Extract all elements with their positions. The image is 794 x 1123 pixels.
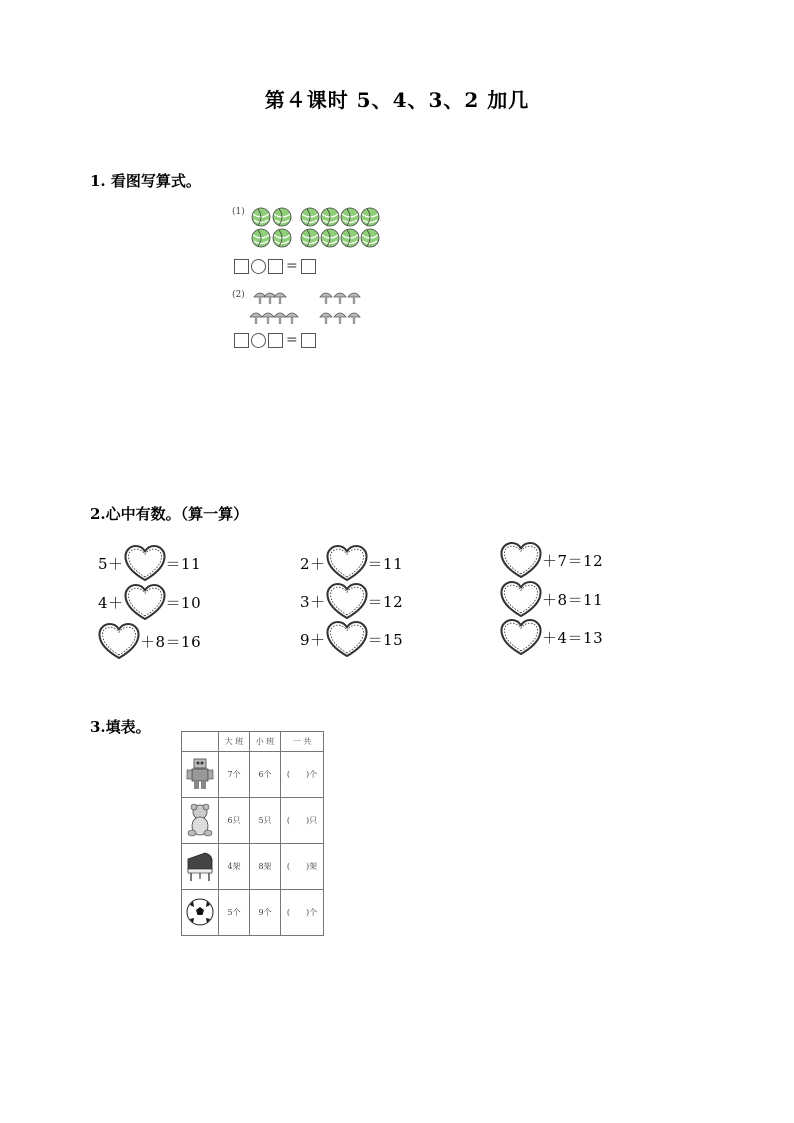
question-1-figure	[228, 205, 398, 355]
table-header-row	[182, 732, 324, 752]
equation-left: 3＋	[300, 592, 326, 611]
table-cell: 5只	[250, 798, 281, 844]
table-cell: 6只	[219, 798, 250, 844]
equation-left: 2＋	[300, 554, 326, 573]
answer-box[interactable]	[268, 333, 283, 348]
equation-blank-1	[234, 259, 316, 274]
heart-equation	[300, 621, 403, 657]
equation-left: 4＋	[98, 593, 124, 612]
answer-cell[interactable]: ( )只	[281, 798, 324, 844]
balls-picture	[250, 205, 385, 253]
table-row	[182, 844, 324, 890]
part-1-label: (1)	[232, 207, 245, 217]
table-cell: 6个	[250, 752, 281, 798]
equation-right: ＝11	[367, 554, 404, 573]
table-cell: 8架	[250, 844, 281, 890]
header-cell: 大 班	[219, 732, 250, 752]
heart-answer-blank[interactable]	[500, 542, 542, 578]
equation-right: ＝10	[165, 593, 202, 612]
header-cell: 小 班	[250, 732, 281, 752]
equation-blank-2	[234, 333, 316, 348]
fill-table	[181, 731, 324, 936]
heart-answer-blank[interactable]	[326, 545, 368, 581]
table-row	[182, 890, 324, 936]
header-cell	[182, 732, 219, 752]
equals-sign: =	[286, 258, 298, 274]
answer-box[interactable]	[301, 333, 316, 348]
table-row	[182, 752, 324, 798]
heart-equation	[98, 584, 201, 620]
operator-circle[interactable]	[251, 333, 266, 348]
equation-left: 5＋	[98, 554, 124, 573]
heart-answer-blank[interactable]	[500, 619, 542, 655]
fill-table-wrapper	[181, 731, 324, 936]
table-cell: 4架	[219, 844, 250, 890]
question-3-heading: 3.填表。	[90, 718, 151, 736]
heart-answer-blank[interactable]	[124, 584, 166, 620]
table-cell: 9个	[250, 890, 281, 936]
answer-box[interactable]	[234, 333, 249, 348]
mushrooms-picture	[250, 287, 390, 329]
heart-equation	[300, 545, 403, 581]
question-1-heading: 1. 看图写算式。	[90, 172, 201, 190]
heart-answer-blank[interactable]	[98, 623, 140, 659]
heart-equation	[98, 623, 201, 659]
equation-right: ＋8＝11	[542, 590, 604, 609]
equation-left: 9＋	[300, 630, 326, 649]
heart-answer-blank[interactable]	[326, 583, 368, 619]
heart-answer-blank[interactable]	[124, 545, 166, 581]
answer-box[interactable]	[268, 259, 283, 274]
header-cell: 一 共	[281, 732, 324, 752]
answer-box[interactable]	[301, 259, 316, 274]
heart-answer-blank[interactable]	[500, 581, 542, 617]
soccer-ball-icon	[182, 890, 219, 936]
equals-sign: =	[286, 332, 298, 348]
answer-box[interactable]	[234, 259, 249, 274]
robot-icon	[182, 752, 219, 798]
heart-equation	[500, 542, 603, 578]
operator-circle[interactable]	[251, 259, 266, 274]
table-cell: 7个	[219, 752, 250, 798]
page-title: 第４课时 5、4、3、2 加几	[264, 88, 530, 112]
answer-cell[interactable]: ( )个	[281, 752, 324, 798]
heart-equation	[98, 545, 201, 581]
heart-equation	[500, 581, 603, 617]
answer-cell[interactable]: ( )个	[281, 890, 324, 936]
equation-right: ＋4＝13	[542, 628, 604, 647]
teddy-bear-icon	[182, 798, 219, 844]
heart-equation	[500, 619, 603, 655]
answer-cell[interactable]: ( )架	[281, 844, 324, 890]
question-2-heading: 2.心中有数。（算一算）	[90, 505, 249, 523]
table-row	[182, 798, 324, 844]
equation-right: ＋7＝12	[542, 551, 604, 570]
heart-equation	[300, 583, 403, 619]
equation-right: ＝12	[367, 592, 404, 611]
piano-icon	[182, 844, 219, 890]
part-2-label: (2)	[232, 290, 245, 300]
equation-right: ＋8＝16	[140, 632, 202, 651]
table-cell: 5个	[219, 890, 250, 936]
equation-right: ＝11	[165, 554, 202, 573]
equation-right: ＝15	[367, 630, 404, 649]
heart-answer-blank[interactable]	[326, 621, 368, 657]
